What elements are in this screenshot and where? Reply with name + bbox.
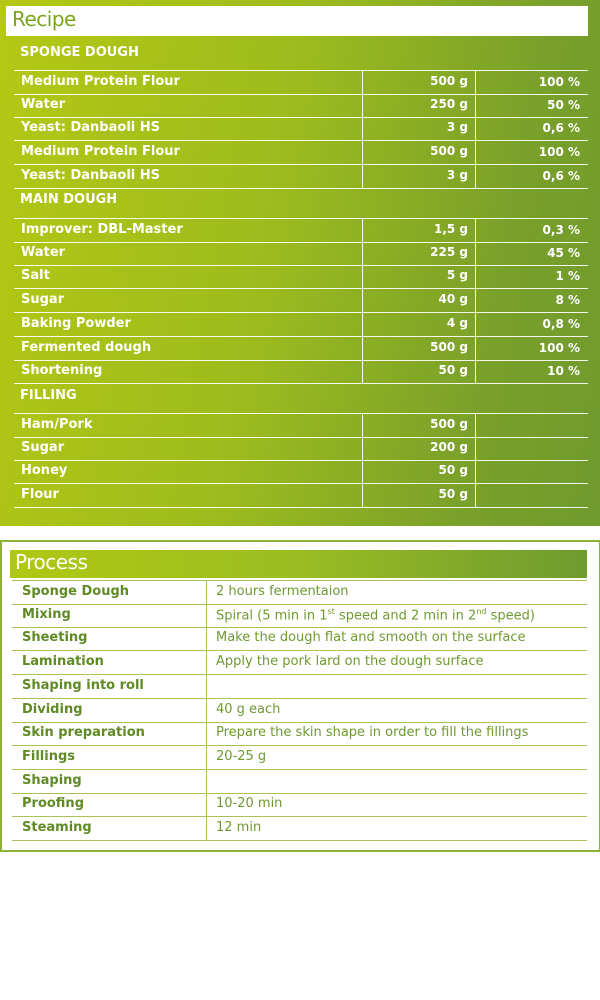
process-row [12, 817, 587, 841]
process-detail: 10-20 min [216, 796, 283, 812]
detail-text: speed) [486, 608, 535, 624]
ingredient-row [14, 360, 588, 384]
ingredient-row [14, 437, 588, 461]
ingredient-name: Baking Powder [21, 315, 131, 331]
ingredient-amount: 50 g [438, 363, 468, 378]
detail-text: speed and 2 min in 2 [334, 608, 477, 624]
process-row [12, 651, 587, 675]
ingredient-row [14, 242, 588, 266]
process-panel [0, 540, 600, 852]
section-heading: MAIN DOUGH [20, 192, 118, 207]
ingredient-row [14, 94, 588, 118]
ingredient-amount: 50 g [438, 463, 468, 478]
process-detail: Apply the pork lard on the dough surface [216, 654, 484, 670]
amount-cell [362, 116, 476, 141]
process-step: Sponge Dough [22, 584, 130, 599]
percent-cell [474, 337, 588, 360]
ingredient-name: Sugar [21, 439, 65, 455]
ingredient-amount: 50 g [438, 487, 468, 502]
percent-cell [474, 71, 588, 94]
ingredient-name: Ham/Pork [21, 417, 93, 432]
percent-cell [474, 313, 588, 336]
column-divider [206, 603, 207, 628]
section-heading: FILLING [20, 388, 77, 403]
ingredient-row [14, 117, 588, 141]
column-divider [206, 650, 207, 675]
ingredient-name: Flour [21, 487, 59, 503]
process-detail: 2 hours fermentaion [216, 584, 349, 599]
percent-cell [474, 242, 588, 265]
ordinal-suffix: st [327, 606, 335, 616]
percent-cell [474, 484, 588, 507]
ingredient-amount: 500 g [430, 144, 468, 159]
process-row [12, 793, 587, 817]
process-row [12, 722, 587, 746]
ingredient-percent: 8 % [555, 293, 580, 308]
percent-cell [474, 165, 588, 188]
amount-cell [362, 312, 476, 337]
ingredient-row [14, 141, 588, 165]
percent-cell [474, 360, 588, 383]
process-title-bar [10, 550, 587, 578]
ingredient-row [14, 313, 588, 337]
percent-cell [474, 265, 588, 288]
percent-cell [474, 141, 588, 164]
recipe-title: Recipe [12, 7, 76, 31]
process-row [12, 699, 587, 723]
process-row [12, 746, 587, 770]
ingredient-name: Honey [21, 463, 68, 479]
ingredient-percent: 10 % [547, 364, 580, 379]
process-step: Fillings [22, 748, 76, 764]
amount-cell [362, 436, 476, 461]
ingredient-percent: 0,8 % [542, 316, 580, 331]
column-divider [206, 580, 207, 605]
process-row [12, 675, 587, 699]
amount-cell [362, 336, 476, 361]
process-title: Process [15, 550, 88, 574]
process-detail: 40 g each [216, 701, 281, 717]
ingredient-name: Water [21, 244, 66, 260]
ingredient-name: Yeast: Danbaoli HS [21, 120, 160, 136]
section-heading: SPONGE DOUGH [20, 45, 139, 60]
ingredient-name: Medium Protein Flour [21, 144, 180, 160]
ingredient-amount: 5 g [446, 268, 468, 283]
amount-cell [362, 459, 476, 484]
ingredient-row [14, 165, 588, 189]
ingredient-percent: 100 % [538, 145, 580, 160]
amount-cell [362, 241, 476, 266]
ingredient-row [14, 218, 588, 243]
ingredient-name: Shortening [21, 363, 103, 379]
percent-cell [474, 289, 588, 312]
process-row [12, 580, 587, 605]
process-detail [216, 607, 535, 623]
process-step: Proofing [22, 796, 84, 812]
column-divider [206, 721, 207, 746]
process-step: Lamination [22, 654, 104, 670]
amount-cell [362, 93, 476, 118]
ingredient-row [14, 460, 588, 484]
ingredient-name: Salt [21, 268, 50, 284]
ordinal-suffix: nd [476, 606, 487, 616]
ingredient-percent: 45 % [547, 245, 580, 260]
process-step: Dividing [22, 701, 83, 717]
ingredient-amount: 250 g [430, 96, 468, 111]
ingredient-percent: 0,6 % [542, 121, 580, 136]
amount-cell [362, 359, 476, 384]
ingredient-percent: 1 % [555, 269, 580, 284]
amount-cell [362, 70, 476, 95]
ingredient-amount: 200 g [430, 439, 468, 454]
percent-cell [474, 94, 588, 117]
process-row [12, 770, 587, 794]
ingredient-amount: 500 g [430, 74, 468, 88]
ingredient-name: Sugar [21, 292, 65, 308]
detail-text: Spiral (5 min in 1 [216, 608, 328, 624]
amount-cell [362, 140, 476, 165]
ingredient-percent: 50 % [547, 97, 580, 112]
ingredient-name: Fermented dough [21, 339, 152, 355]
amount-cell [362, 218, 476, 243]
ingredient-row [14, 70, 588, 95]
ingredient-row [14, 337, 588, 361]
ingredient-name: Yeast: Danbaoli HS [21, 167, 160, 183]
process-detail: 12 min [216, 820, 262, 835]
column-divider [206, 792, 207, 817]
process-step: Shaping into roll [22, 677, 144, 693]
process-row [12, 604, 587, 628]
amount-cell [362, 164, 476, 189]
ingredient-amount: 40 g [438, 292, 468, 307]
ingredient-percent: 0,3 % [542, 223, 580, 237]
ingredient-amount: 3 g [446, 120, 468, 135]
ingredient-amount: 500 g [430, 339, 468, 354]
ingredient-amount: 500 g [430, 417, 468, 431]
ingredient-name: Medium Protein Flour [21, 74, 180, 89]
recipe-title-bar [6, 6, 588, 36]
process-step: Steaming [22, 820, 92, 835]
process-step: Sheeting [22, 630, 88, 646]
ingredient-row [14, 413, 588, 438]
percent-cell [474, 117, 588, 140]
column-divider [206, 745, 207, 770]
ingredient-row [14, 484, 588, 508]
process-detail: 20-25 g [216, 748, 267, 764]
percent-cell [474, 460, 588, 483]
ingredient-amount: 3 g [446, 167, 468, 182]
ingredient-amount: 4 g [446, 315, 468, 330]
ingredient-row [14, 265, 588, 289]
ingredient-percent: 100 % [538, 340, 580, 355]
percent-cell [474, 414, 588, 437]
ingredient-percent: 100 % [538, 75, 580, 89]
ingredient-name: Improver: DBL-Master [21, 222, 183, 237]
column-divider [206, 674, 207, 699]
column-divider [206, 698, 207, 723]
process-step: Skin preparation [22, 725, 145, 741]
ingredient-amount: 1,5 g [433, 222, 468, 236]
amount-cell [362, 264, 476, 289]
amount-cell [362, 413, 476, 438]
column-divider [206, 816, 207, 841]
process-detail: Make the dough flat and smooth on the surface [216, 630, 526, 646]
ingredient-name: Water [21, 96, 66, 112]
amount-cell [362, 483, 476, 508]
ingredient-percent: 0,6 % [542, 168, 580, 183]
ingredient-amount: 225 g [430, 244, 468, 259]
process-detail: Prepare the skin shape in order to fill the fillings [216, 725, 529, 741]
amount-cell [362, 288, 476, 313]
column-divider [206, 769, 207, 794]
process-step: Mixing [22, 606, 71, 622]
percent-cell [474, 437, 588, 460]
ingredient-row [14, 289, 588, 313]
process-row [12, 627, 587, 651]
process-step: Shaping [22, 772, 82, 788]
column-divider [206, 626, 207, 651]
percent-cell [474, 219, 588, 242]
